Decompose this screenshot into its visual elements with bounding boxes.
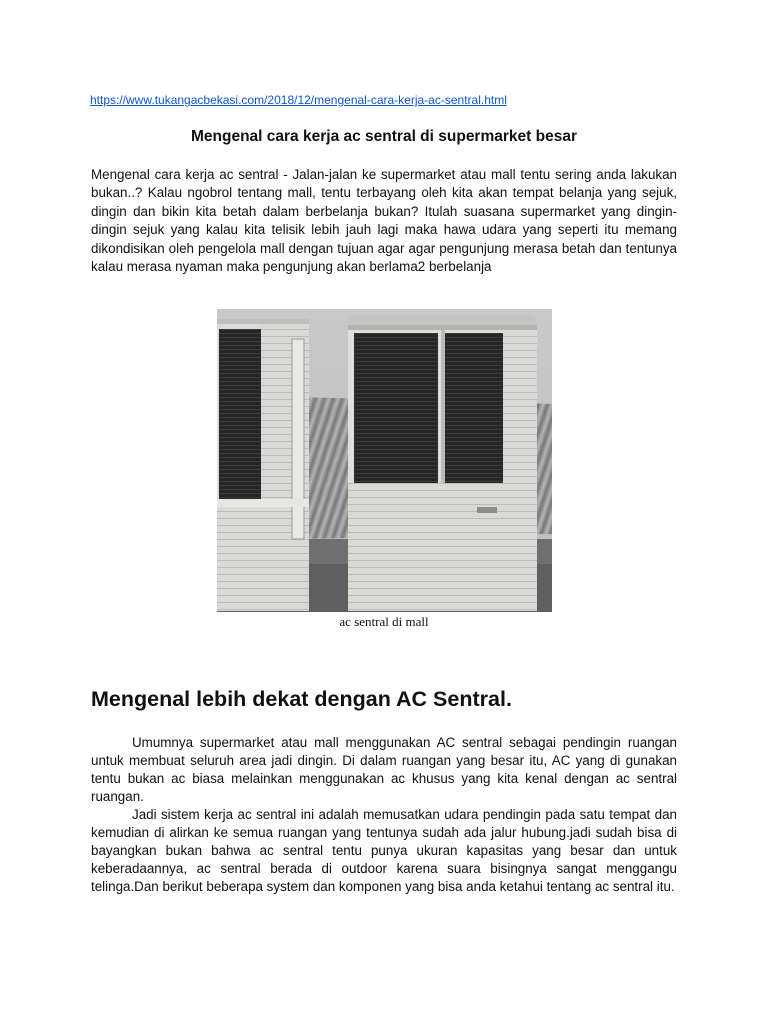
- section-body: [91, 734, 677, 896]
- ac-units-illustration: [217, 309, 552, 612]
- intro-paragraph: Mengenal cara kerja ac sentral - Jalan-jalan ke supermarket atau mall tentu sering anda lakukan bukan..? Kalau ngobrol tentang mall, tentu terbayang oleh kita akan tempat belanja yang sejuk, dingin dan bikin kita betah dalam berbelanja bukan? Itulah suasana supermarket yang dingin-dingin sejuk yang kalau kita telisik lebih jauh lagi maka hawa udara yang seperti itu memang dikondisikan oleh pengelola mall dengan tujuan agar agar pengunjung merasa betah dan tentunya kalau merasa nyaman maka pengunjung akan berlama2 berbelanja: [91, 167, 677, 275]
- ac-units-photo: [217, 309, 552, 612]
- body-paragraph: Umumnya supermarket atau mall menggunakan AC sentral sebagai pendingin ruangan untuk membuat seluruh area jadi dingin. Di dalam ruangan yang besar itu, AC yang di gunakan tentu bukan ac biasa melainkan menggunakan ac khusus yang kita kenal dengan ac sentral ruangan.: [91, 735, 677, 804]
- section-heading: Mengenal lebih dekat dengan AC Sentral.: [91, 687, 512, 711]
- source-url-link[interactable]: https://www.tukangacbekasi.com/2018/12/mengenal-cara-kerja-ac-sentral.html: [90, 93, 507, 107]
- article-title: Mengenal cara kerja ac sentral di supermarket besar: [191, 128, 577, 145]
- image-caption: ac sentral di mall: [339, 614, 429, 629]
- body-paragraph: Jadi sistem kerja ac sentral ini adalah memusatkan udara pendingin pada satu tempat dan kemudian di alirkan ke semua ruangan yang tentunya sudah ada jalur hubung.jadi sudah bisa di bayangkan bukan bahwa ac sentral tentu punya ukuran kapasitas yang besar dan untuk keberadaannya, ac sentral berada di outdoor karena suara bisingnya sangat menggangu telinga.Dan berikut beberapa system dan komponen yang bisa anda ketahui tentang ac sentral itu.: [91, 807, 677, 894]
